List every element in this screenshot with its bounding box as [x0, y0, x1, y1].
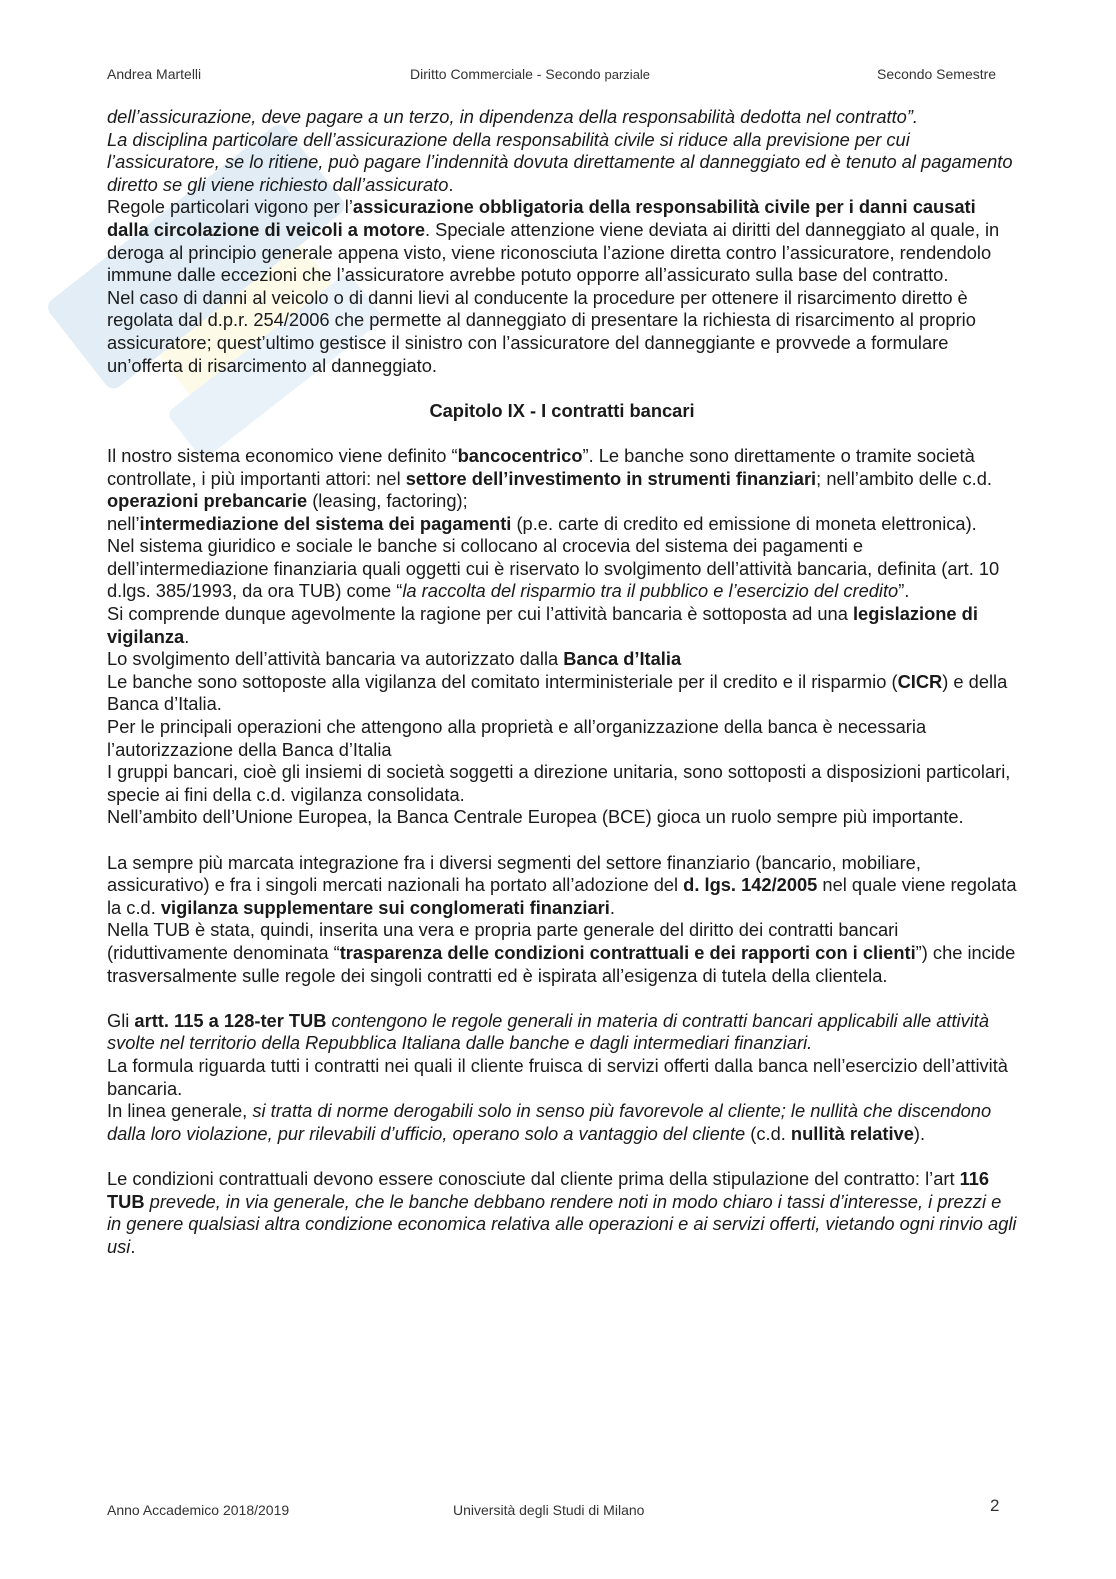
paragraph: La disciplina particolare dell’assicurazione della responsabilità civile si riduce alla previsione per cui l’assicuratore, se lo ritiene, può pagare l’indennità dovuta direttamente al danneggiato ed è tenuto al pagamento diretto se gli viene richiesto dall’assicurato. — [107, 128, 1013, 195]
paragraph: Nell’ambito dell’Unione Europea, la Banca Centrale Europea (BCE) gioca un ruolo sempre più importante. — [107, 806, 964, 828]
footer-academic-year: Anno Accademico 2018/2019 — [107, 1502, 290, 1518]
footer-university: Università degli Studi di Milano — [453, 1502, 645, 1518]
paragraph: nell’intermediazione del sistema dei pagamenti (p.e. carte di credito ed emissione di moneta elettronica). — [107, 512, 977, 534]
paragraph: dell’assicurazione, deve pagare a un terzo, in dipendenza della responsabilità dedotta nel contratto”. — [107, 106, 918, 127]
paragraph: Regole particolari vigono per l’assicurazione obbligatoria della responsabilità civile per i danni causati dalla circolazione di veicoli a motore. Speciale attenzione viene deviata ai diritti del danneggiato al quale, in deroga al principio generale appena visto, viene riconosciuta l’azione diretta contro l’assicuratore, rendendolo immune dalle eccezioni che l’assicuratore avrebbe potuto opporre all’assicurato sulla base del contratto. — [107, 196, 1000, 286]
paragraph: Il nostro sistema economico viene definito “bancocentrico”. Le banche sono direttamente o tramite società controllate, i più importanti attori: nel settore dell’investimento in strumenti finanziari; nell’ambito delle c.d. operazioni prebancarie (leasing, factoring); — [107, 444, 992, 512]
paragraph: I gruppi bancari, cioè gli insiemi di società soggetti a direzione unitaria, sono sottoposti a disposizioni particolari, specie ai fini della c.d. vigilanza consolidata. — [107, 761, 1011, 805]
header-course-small: parziale — [604, 67, 651, 82]
page-body — [107, 106, 1017, 1258]
chapter-title: Capitolo IX - I contratti bancari — [429, 399, 695, 421]
paragraph: Gli artt. 115 a 128-ter TUB contengono le regole generali in materia di contratti bancari applicabili alle attività svolte nel territorio della Repubblica Italiana dalle banche e dagli intermediari finanziari. — [107, 1009, 990, 1054]
header-course — [410, 66, 650, 82]
header-author: Andrea Martelli — [107, 66, 202, 82]
paragraph: In linea generale, si tratta di norme derogabili solo in senso più favorevole al cliente; le nullità che discendono dalla loro violazione, pur rilevabili d’ufficio, operano solo a vantaggio del cliente (c.d. nullità relative). — [107, 1100, 992, 1144]
paragraph: Per le principali operazioni che attengono alla proprietà e all’organizzazione della banca è necessaria l’autorizzazione della Banca d’Italia — [107, 716, 927, 760]
paragraph: Si comprende dunque agevolmente la ragione per cui l’attività bancaria è sottoposta ad una legislazione di vigilanza. — [107, 603, 978, 647]
paragraph: Lo svolgimento dell’attività bancaria va autorizzato dalla Banca d’Italia — [107, 648, 682, 670]
paragraph: Nel caso di danni al veicolo o di danni lievi al conducente la procedure per ottenere il risarcimento diretto è regolata dal d.p.r. 254/2006 che permette al danneggiato di presentare la richiesta di risarcimento al proprio assicuratore; quest’ultimo gestisce il sinistro con l’assicuratore del danneggiante e provvede a formulare un’offerta di risarcimento al danneggiato. — [107, 286, 976, 376]
paragraph: Le banche sono sottoposte alla vigilanza del comitato interministeriale per il credito e il risparmio (CICR) e della Banca d’Italia. — [107, 670, 1008, 715]
paragraph: La sempre più marcata integrazione fra i diversi segmenti del settore finanziario (bancario, mobiliare, assicurativo) e fra i singoli mercati nazionali ha portato all’adozione del d. lgs. 142/2005 nel quale viene regolata la c.d. vigilanza supplementare sui conglomerati finanziari. — [107, 851, 1017, 918]
paragraph: La formula riguarda tutti i contratti nei quali il cliente fruisca di servizi offerti dalla banca nell’esercizio dell’attività bancaria. — [107, 1054, 1008, 1099]
header-semester: Secondo Semestre — [877, 66, 997, 82]
paragraph: Le condizioni contrattuali devono essere conosciute dal cliente prima della stipulazione del contratto: l’art 116 TUB prevede, in via generale, che le banche debbano rendere noti in modo chiaro i tassi d’interesse, i prezzi e in genere qualsiasi altra condizione economica relativa alle operazioni e ai servizi offerti, vietando ogni rinvio agli usi. — [107, 1167, 1017, 1257]
page-number: 2 — [990, 1496, 1000, 1515]
paragraph: Nella TUB è stata, quindi, inserita una vera e propria parte generale del diritto dei contratti bancari (riduttivamente denominata “trasparenza delle condizioni contrattuali e dei rapporti con i clienti”) che incide trasversalmente sulle regole dei singoli contratti ed è ispirata all’esigenza di tutela della clientela. — [107, 919, 1016, 986]
header-course-main: Diritto Commerciale - Secondo — [410, 66, 601, 82]
paragraph: Nel sistema giuridico e sociale le banche si collocano al crocevia del sistema dei pagamenti e dell’intermediazione finanziaria quali oggetti cui è riservato lo svolgimento dell’attività bancaria, definita (art. 10 d.lgs. 385/1993, da ora TUB) come “la raccolta del risparmio tra il pubblico e l’esercizio del credito”. — [107, 535, 1000, 602]
